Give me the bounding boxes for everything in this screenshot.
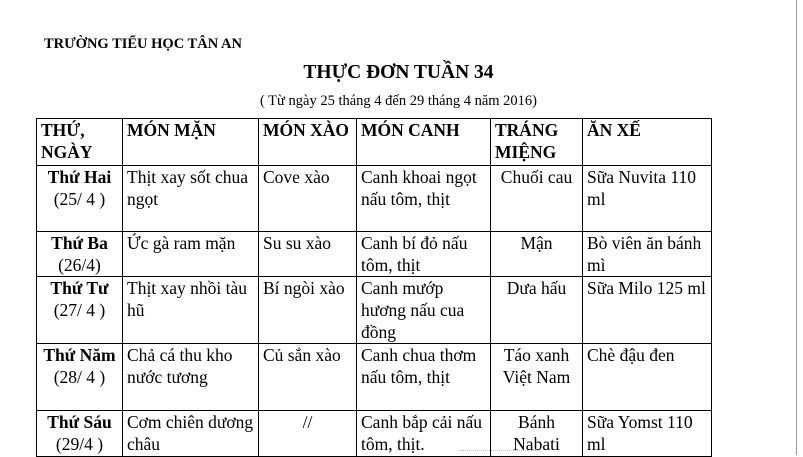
soup-cell: Canh khoai ngọt nấu tôm, thịt xyxy=(357,166,491,232)
stir-fry-cell: Củ sắn xào xyxy=(259,344,357,411)
day-date: (26/4) xyxy=(58,255,101,275)
day-cell xyxy=(37,344,123,411)
header-day: THỨ, NGÀY xyxy=(37,119,123,166)
day-date: (28/ 4 ) xyxy=(53,367,106,387)
day-date: (27/ 4 ) xyxy=(53,300,106,320)
header-main-dish: MÓN MẶN xyxy=(123,119,259,166)
weekly-menu-table xyxy=(36,118,712,457)
soup-cell: Canh mướp hương nấu cua đồng xyxy=(357,277,491,344)
school-name: TRƯỜNG TIỂU HỌC TÂN AN xyxy=(44,36,242,52)
main-dish-cell: Thịt xay nhồi tàu hũ xyxy=(123,277,259,344)
snack-cell: Bò viên ăn bánh mì xyxy=(583,232,712,277)
dessert-cell: Mận xyxy=(491,232,583,277)
snack-cell: Sữa Nuvita 110 ml xyxy=(583,166,712,232)
page-footer-mark xyxy=(460,450,540,454)
table-row xyxy=(37,344,712,411)
day-date: (25/ 4 ) xyxy=(53,189,106,209)
table-row xyxy=(37,232,712,277)
dessert-cell: Táo xanh Việt Nam xyxy=(491,344,583,411)
day-name: Thứ Tư xyxy=(50,278,109,298)
stir-fry-cell: // xyxy=(259,411,357,457)
day-name: Thứ Ba xyxy=(51,233,108,253)
snack-cell: Sữa Yomst 110 ml xyxy=(583,411,712,457)
dessert-cell: Chuối cau xyxy=(491,166,583,232)
soup-cell: Canh chua thơm nấu tôm, thịt xyxy=(357,344,491,411)
main-dish-cell: Chả cá thu kho nước tương xyxy=(123,344,259,411)
day-cell xyxy=(37,277,123,344)
day-name: Thứ Sáu xyxy=(47,412,112,432)
main-dish-cell: Thịt xay sốt chua ngọt xyxy=(123,166,259,232)
soup-cell: Canh bắp cải nấu tôm, thịt. xyxy=(357,411,491,457)
day-name: Thứ Năm xyxy=(43,345,116,365)
header-soup: MÓN CANH xyxy=(357,119,491,166)
date-range: ( Từ ngày 25 tháng 4 đến 29 tháng 4 năm 2016) xyxy=(259,93,537,109)
stir-fry-cell: Cove xào xyxy=(259,166,357,232)
day-cell xyxy=(37,232,123,277)
menu-title: THỰC ĐƠN TUẦN 34 xyxy=(303,62,494,83)
header-snack: ĂN XẾ xyxy=(583,119,712,166)
main-dish-cell: Cơm chiên dương châu xyxy=(123,411,259,457)
day-cell xyxy=(37,411,123,457)
day-date: (29/4 ) xyxy=(55,434,104,454)
table-row xyxy=(37,166,712,232)
dessert-cell: Dưa hấu xyxy=(491,277,583,344)
snack-cell: Sữa Milo 125 ml xyxy=(583,277,712,344)
soup-cell: Canh bí đỏ nấu tôm, thịt xyxy=(357,232,491,277)
snack-cell: Chè đậu đen xyxy=(583,344,712,411)
day-cell xyxy=(37,166,123,232)
stir-fry-cell: Bí ngòi xào xyxy=(259,277,357,344)
table-header-row xyxy=(37,119,712,166)
header-dessert: TRÁNG MIỆNG xyxy=(491,119,583,166)
header-stir-fry: MÓN XÀO xyxy=(259,119,357,166)
dessert-cell: Bánh Nabati xyxy=(491,411,583,457)
day-name: Thứ Hai xyxy=(47,167,112,187)
main-dish-cell: Ức gà ram mặn xyxy=(123,232,259,277)
table-row xyxy=(37,411,712,457)
stir-fry-cell: Su su xào xyxy=(259,232,357,277)
table-row xyxy=(37,277,712,344)
